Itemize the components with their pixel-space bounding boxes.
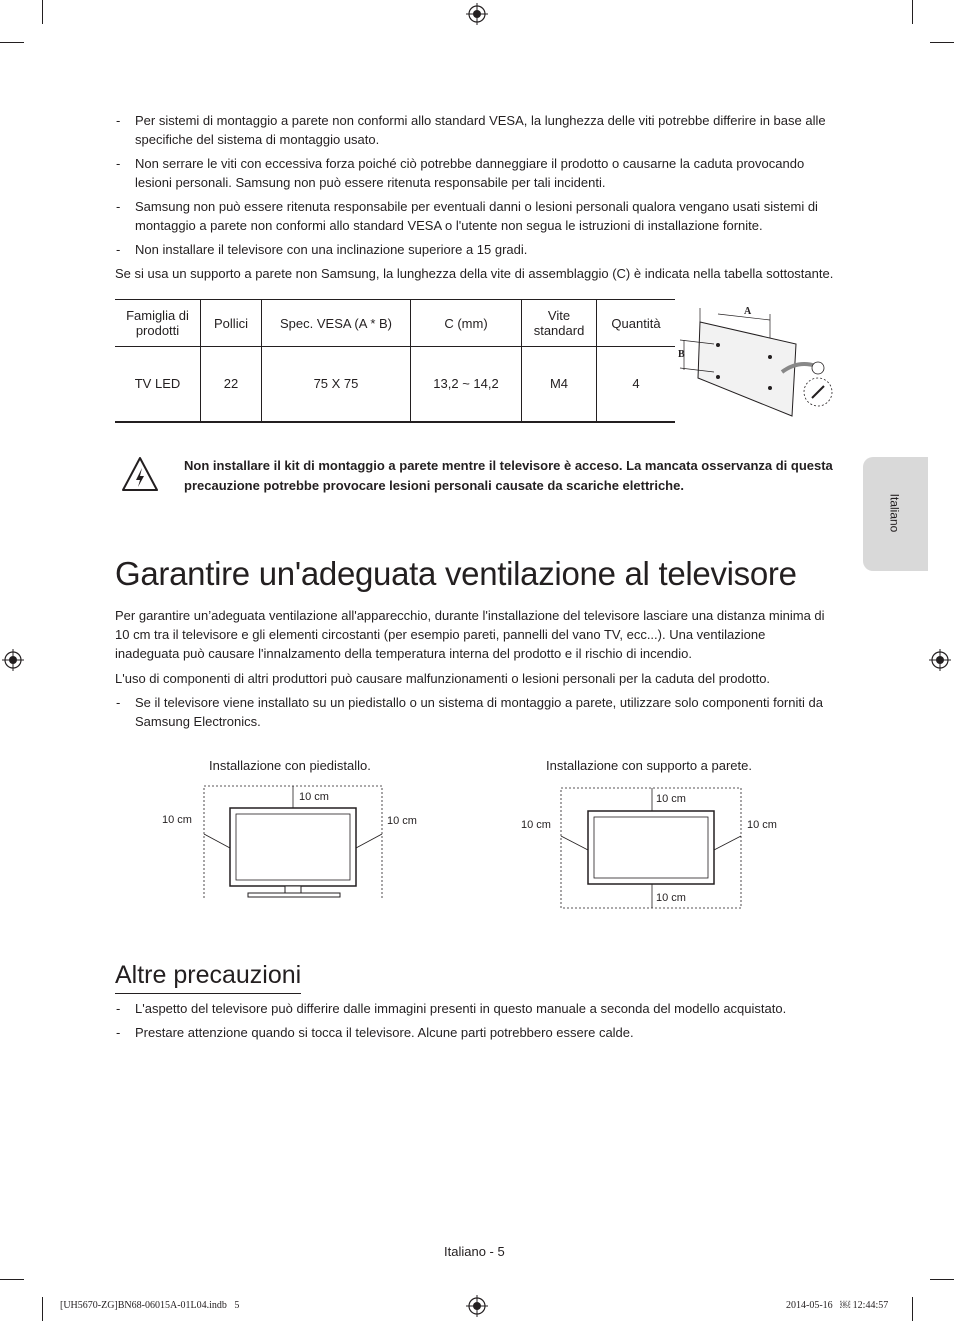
crop-mark [0, 1279, 24, 1280]
page-number: Italiano - 5 [444, 1244, 505, 1259]
page-title: Garantire un'adeguata ventilazione al televisore [115, 555, 797, 592]
distance-label-top: 10 cm [299, 791, 329, 803]
registration-mark-icon [466, 1295, 488, 1317]
label-b: B [678, 349, 685, 360]
crop-mark [42, 1297, 43, 1321]
crop-mark [0, 42, 24, 43]
table-header-row [115, 300, 675, 347]
table-cell: 75 X 75 [262, 347, 411, 422]
registration-mark-icon [466, 3, 488, 25]
table-header-cell: Pollici [201, 300, 262, 347]
wall-installation-figure [515, 780, 790, 915]
list-item: - Prestare attenzione quando si tocca il televisore. Alcune parti potrebbero essere calde. [116, 1023, 836, 1042]
list-item: - Se il televisore viene installato su un piedistallo o un sistema di montaggio a parete, utilizzare solo componenti forniti da Samsung Electronics. [116, 693, 836, 731]
screw-note: Se si usa un supporto a parete non Samsung, la lunghezza della vite di assemblaggio (C) è indicata nella tabella sottostante. [115, 266, 834, 281]
footer-file-info: [UH5670-ZG]BN68-06015A-01L04.indb 5 [60, 1300, 240, 1311]
language-tab-label: Italiano [887, 493, 902, 533]
language-tab [863, 457, 928, 571]
crop-mark [930, 42, 954, 43]
table-header-cell: Famiglia di prodotti [126, 308, 189, 338]
table-cell: M4 [522, 347, 597, 422]
list-item-text: Non serrare le viti con eccessiva forza poiché ciò potrebbe danneggiare il prodotto o causarne la caduta provocando lesioni personali. Samsung non può essere ritenuta responsabile per tali incidenti. [135, 156, 805, 190]
list-item: - Per sistemi di montaggio a parete non conformi allo standard VESA, la lunghezza delle viti potrebbe differire in base alle specifiche del sistema di montaggio usato. [116, 111, 836, 149]
table-cell: TV LED [134, 376, 181, 392]
wall-mount-diagram [678, 300, 838, 420]
distance-label-left: 10 cm [162, 814, 192, 826]
list-item: - Non installare il televisore con una inclinazione superiore a 15 gradi. [116, 240, 836, 259]
label-a: A [744, 306, 752, 317]
table-cell: 13,2 ~ 14,2 [411, 347, 522, 422]
crop-mark [912, 0, 913, 24]
list-item-text: L'aspetto del televisore può differire dalle immagini presenti in questo manuale a seconda del modello acquistato. [135, 1001, 787, 1016]
electric-warning-icon [121, 456, 159, 492]
figure-caption: Installazione con piedistallo. [209, 758, 371, 773]
table-row [115, 347, 675, 422]
list-item-text: Prestare attenzione quando si tocca il televisore. Alcune parti potrebbero essere calde. [135, 1025, 634, 1040]
distance-label-bottom: 10 cm [656, 892, 686, 904]
list-item: - Non serrare le viti con eccessiva forza poiché ciò potrebbe danneggiare il prodotto o causarne la caduta provocando lesioni personali. Samsung non può essere ritenuta responsabile per tali incidenti. [116, 154, 836, 192]
distance-label-top: 10 cm [656, 793, 686, 805]
crop-mark [42, 0, 43, 24]
distance-label-right: 10 cm [387, 815, 417, 827]
crop-mark [912, 1297, 913, 1321]
footer-date: 2014-05-16 ￼ 12:44:57 [786, 1300, 889, 1311]
list-item-text: Non installare il televisore con una inclinazione superiore a 15 gradi. [135, 242, 528, 257]
table-cell: 22 [201, 347, 262, 422]
paragraph: L'uso di componenti di altri produttori può causare malfunzionamenti o lesioni personali per la caduta del prodotto. [115, 671, 771, 686]
registration-mark-icon [2, 649, 24, 671]
table-header-cell: C (mm) [411, 300, 522, 347]
stand-installation-figure [150, 780, 430, 910]
table-header-cell: Vite standard [522, 300, 597, 347]
tv-on-wall-illustration [515, 780, 790, 915]
table-header-cell: Spec. VESA (A * B) [262, 300, 411, 347]
screw-spec-table [115, 299, 675, 423]
list-item: - Samsung non può essere ritenuta responsabile per eventuali danni o lesioni personali qualora vengano usati sistemi di montaggio a parete non conformi allo standard VESA o l'utente non segua le istruzioni di installazione fornite. [116, 197, 836, 235]
table-header-cell: Quantità [597, 300, 676, 347]
list-item-text: Se il televisore viene installato su un piedistallo o un sistema di montaggio a parete, utilizzare solo componenti forniti da Samsung Electronics. [135, 695, 823, 729]
warning-text: Non installare il kit di montaggio a parete mentre il televisore è acceso. La mancata osservanza di questa precauzione potrebbe provocare lesioni personali causate da scariche elettriche. [184, 458, 833, 493]
distance-label-right: 10 cm [747, 819, 777, 831]
table-cell: 4 [597, 347, 676, 422]
crop-mark [930, 1279, 954, 1280]
tv-on-stand-illustration [150, 780, 430, 910]
section-heading: Altre precauzioni [115, 959, 301, 994]
figure-caption: Installazione con supporto a parete. [546, 758, 752, 773]
list-item-text: Samsung non può essere ritenuta responsabile per eventuali danni o lesioni personali qualora vengano usati sistemi di montaggio a parete non conformi allo standard VESA o l'utente non segua le istruzioni di installazione fornite. [135, 199, 818, 233]
distance-label-left: 10 cm [521, 819, 551, 831]
list-item-text: Per sistemi di montaggio a parete non conformi allo standard VESA, la lunghezza delle viti potrebbe differire in base alle specifiche del sistema di montaggio usato. [135, 113, 826, 147]
list-item: - L'aspetto del televisore può differire dalle immagini presenti in questo manuale a seconda del modello acquistato. [116, 999, 836, 1018]
paragraph: Per garantire un’adeguata ventilazione all'apparecchio, durante l'installazione del televisore lasciare una distanza minima di 10 cm tra il televisore e gli elementi circostanti (per esempio pareti, pannelli del vano TV, ecc...). Una ventilazione inadeguata può causare l'innalzamento della temperatura interna del prodotto e il rischio di incendio. [115, 608, 825, 661]
registration-mark-icon [929, 649, 951, 671]
